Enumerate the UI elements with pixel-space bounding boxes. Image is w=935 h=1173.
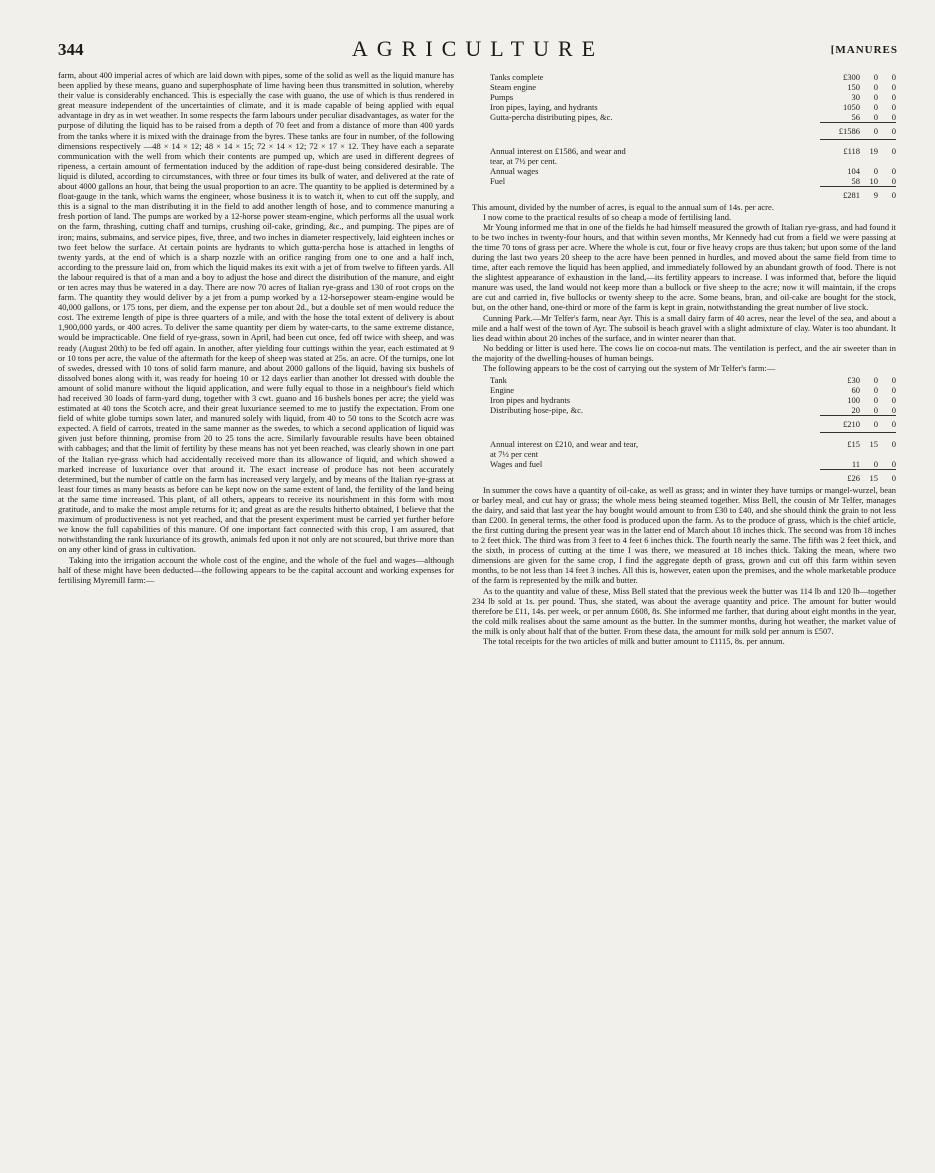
account-sum-row [472,469,896,483]
paragraph: In summer the cows have a quantity of oil-cake, as well as grass; and in winter they have turnips or mangel-wurzel, bean or barley meal, and cut hay or grass; the whole mess being steamed together. Miss Bell, the cousin of Mr Telfer, manages the dairy, and said that last year the hay bought would amount to from £30 to £40, and she should think the grain to not less than £200. In general terms, the other food is produced upon the farm. As to the produce of grass, which is the chief article, the first cutting during the present year was in the latter end of March about 18 inches thick. The second was from 18 inches to 2 feet thick. The third was from 3 feet to 4 feet 6 inches thick. The fourth nearly the same. The fifth was 2 feet thick, and the sixth, in process of cutting at the time I was there, we measured at 18 inches thick. Taking the mean, where two dimensions are given for the same crop, I find the aggregate depth of grass, grown and cut off this farm within seven months, to be not less than 14 feet 3 inches. All this is, however, eaten upon the premises, and the whole marketable produce of the farm is represented by the milk and butter. [472,484,896,586]
pounds-value: 30 [851,92,860,102]
left-column [58,70,454,585]
account-row [472,395,896,405]
paragraph: Cunning Park.—Mr Telfer's farm, near Ayr. This is a small dairy farm of 40 acres, near the level of the sea, and about a mile and a half west of the town of Ayr. The subsoil is beach gravel with a slight admixture of clay. Water is too abundant. It lies dead within about 20 inches of the surface, and in winter nearer than that. [472,312,896,343]
account-row [472,140,896,166]
pounds-value: 11 [851,458,860,469]
paragraph: I now come to the practical results of so cheap a mode of fertilising land. [483,211,732,222]
pence-value: 0 [891,102,896,112]
pounds-value: £118 [843,146,860,156]
sum-pence: 0 [878,186,896,200]
account-row [472,375,896,385]
pence-value: 0 [891,165,896,176]
pounds-value: 150 [847,82,860,92]
account-item-label: Iron pipes, laying, and hydrants [490,102,598,112]
account-row [472,112,896,123]
account-row [472,72,896,82]
account-row [472,176,896,187]
paragraph: No bedding or litter is used here. The cows lie on cocoa-nut mats. The ventilation is perfect, and the air sweeter than in the majority of the dwelling-houses of human beings. [472,342,896,363]
shillings-value: 0 [873,375,878,386]
sum-shillings: 9 [860,186,878,200]
section-label: [MANURES [830,44,898,56]
account-row [472,166,896,176]
shillings-value: 0 [873,405,878,416]
pence-value: 0 [891,405,896,416]
sum-pounds: £281 [820,186,860,200]
account-item-label: Engine [490,385,515,396]
account-row [472,433,896,459]
page-number: 344 [58,40,84,59]
account-item-label: Wages and fuel [490,458,543,469]
account-item-label: Fuel [490,175,506,186]
sum-pence: 0 [878,469,896,483]
total-pence: 0 [878,123,896,140]
pounds-value: £300 [843,72,860,82]
total-pounds: £1586 [820,123,860,140]
interest-label-line-1: Annual interest on £210, and wear and tear, [490,438,639,449]
shillings-value: 0 [873,458,878,469]
account-row [472,385,896,395]
total-shillings: 0 [860,123,878,140]
account-item-label [472,433,820,459]
paragraph: As to the quantity and value of these, Miss Bell stated that the previous week the butter was 114 lb and 120 lb—together 234 lb sold at 1s. per pound. Thus, she stated, was about the average quantity and price. The amount for butter would therefore be £11, 14s. per week, or per annum £608, 8s. She informed me farther, that during about eight months in the year, the cold milk realises about the same amount as the butter. In the summer months, during hot weather, the market value of the milk is only about half that of the butter. From these data, the amount for milk sold per annum is £507. [472,585,896,636]
shillings-value: 0 [873,112,878,122]
account-row [472,82,896,92]
pence-value: 0 [891,175,896,186]
shillings-value: 0 [873,102,878,112]
pence-value: 0 [891,385,896,396]
pence-value: 0 [891,146,896,156]
pence-value: 0 [891,82,896,92]
shillings-value: 0 [873,395,878,406]
account-row [472,459,896,470]
pence-value: 0 [891,395,896,406]
account-item-label [472,140,820,166]
shillings-value: 0 [873,82,878,92]
pence-value: 0 [891,72,896,82]
account-row [472,405,896,416]
pence-value: 0 [891,92,896,102]
total-pence: 0 [878,416,896,433]
pounds-value: 20 [851,405,860,416]
pence-value: 0 [891,375,896,386]
pounds-value: 100 [847,395,860,406]
account-item-label: Tank [490,375,507,386]
pounds-value: 56 [851,112,860,122]
account-item-label: Gutta-percha distributing pipes, &c. [490,112,613,122]
interest-label-line-1: Annual interest on £1586, and wear and [490,145,626,156]
pounds-value: £15 [847,439,860,450]
paragraph: Mr Young informed me that in one of the fields he had himself measured the growth of Italian rye-grass, and had found it to be two inches in twenty-four hours, and that within seven months, Mr Kennedy had cut from a field we were passing at the time 70 tons of grass per acre. Where the whole is cut, four or five heavy crops are thus taken; but upon some of the land during the last two years 20 sheep to the acre have been penned in hurdles, and moved about the same field from time to time, after each remove the liquid has been applied, and immediately followed by an abundant growth of food. There is not the slightest appearance of exhaustion in the land,—its fertility appears to increase. I was informed that, before the liquid manure was used, the land would not keep more than a bullock or five sheep to the acre; now it will maintain, if the crops are cut and carried in, five bullocks or twenty sheep to the acre. Some beans, bran, and oil-cake are bought for the stock, but, on the other hand, one-third or more of the farm is kept in grain, notwithstanding the great number of live stock. [472,221,896,313]
pounds-value: 104 [847,165,860,176]
account-row [472,92,896,102]
shillings-value: 19 [869,146,878,156]
account-total-row [472,416,896,433]
capital-account-myremill [472,72,896,200]
shillings-value: 10 [869,175,878,186]
account-item-label: Steam engine [490,82,537,92]
paragraph: The total receipts for the two articles of milk and butter amount to £1115, 8s. per annum. [483,636,785,646]
capital-account-telfer [472,375,896,483]
sum-shillings: 15 [860,469,878,483]
pence-value: 0 [891,439,896,450]
right-column [472,70,896,646]
page-header [58,36,898,66]
paragraph: The following appears to be the cost of carrying out the system of Mr Telfer's farm:— [483,363,776,373]
paragraph: This amount, divided by the number of acres, is equal to the annual sum of 14s. per acre. [472,201,774,212]
account-row [472,102,896,112]
account-item-label: Tanks complete [490,72,544,82]
pounds-value: 1050 [843,102,860,112]
paragraph: Taking into the irrigation account the whole cost of the engine, and the whole of the fuel and wages—although half of these might have been deducted—the following appears to be the capital account and working expenses for fertilising Myremill farm:— [58,554,454,585]
account-sum-row [472,186,896,200]
account-item-label: Pumps [490,92,514,102]
interest-label-line-2: at 7½ per cent [490,448,539,459]
paragraph: farm, about 400 imperial acres of which are laid down with pipes, some of the solid as well as the liquid manure has been applied by these means, guano and superphosphate of lime having been thus transmitted in solution, whereby their value is considerably enchanced. This is especially the case with guano, the use of which is thus rendered in great measure independent of the uncertainties of climate, and it is made capable of being applied with equal advantage in dry as in wet weather. In some respects the farm labours under peculiar disadvantages, as water for the purpose of diluting the liquid has to be raised from a depth of 70 feet and from a distance of more than 400 yards from the tanks where it is mixed with the drainage from the byres. These tanks are four in number, of the following dimensions respectively —48 × 14 × 12; 48 × 14 × 15; 72 × 14 × 12; 72 × 17 × 12. They have each a separate communication with the well from which their contents are pumped up, which are used in different degrees of ripeness, a certain amount of fermentation induced by the addition of rape-dust being considered desirable. The liquid is diluted, according to circumstances, with three or four times its bulk of water, and delivered at the rate of about 4000 gallons an hour, that being the usual proportion to an acre. The quantity to be applied is determined by a float-gauge in the tank, which warns the engineer, whose business it is to watch it, when to cut off the supply, and this is a signal to the man distributing it in the field to add another length of hose, and to commence manuring a fresh portion of land. The pumps are worked by a 12-horse power steam-engine, which performs all the usual work on the farm, thrashing, cutting chaff and turnips, crushing oil-cake, grinding, &c., and pumping. The pipes are of iron; mains, submains, and service pipes, five, three, and two inches in diameter respectively, laid eighteen inches or two feet below the surface. At certain points are hydrants to which gutta-percha hose is attached in lengths of twenty yards, at the end of which is a sharp nozzle with an orifice ranging from one to one and a half inch, according to the pressure laid on, from which the liquid makes its exit with a jet of from twelve to fifteen yards. All the labour required is that of a man and a boy to adjust the hose and direct the distribution of the manure, and eight or ten acres may thus be watered in a day. There are now 70 acres of Italian rye-grass and 130 of root crops on the farm. The quantity they would deliver by a jet from a pump worked by a 12-horsepower steam-engine would be 40,000 gallons, or 175 tons, per diem, and the expense per ton about 2d., but a double set of men would reduce the cost. The extreme length of pipe is three quarters of a mile, and with the hose the total extent of delivery is about 1,900,000 yards, or 400 acres. To deliver the same quantity per diem by water-carts, to the same extreme distance, would be impracticable. One field of rye-grass, sown in April, had been cut once, fed off twice with sheep, and was ready (August 20th) to be fed off again. In another, after yielding four cuttings within the year, each estimated at 9 or 10 tons per acre, the value of the aftermath for the keep of sheep was stated at 25s. an acre. Of the turnips, one lot of swedes, dressed with 10 tons of solid farm manure, and about 2000 gallons of the liquid, having six bushels of dissolved bones along with it, was ready for hoeing 10 or 12 days earlier than another lot dressed with double the amount of solid manure without the liquid application, and were fully equal to those in a neighbour's field which had received 30 loads of farm-yard dung, together with 3 cwt. guano and 16 bushels bones per acre; the yield was estimated at 40 tons the Scotch acre, and their great luxuriance seemed to me to justify the expectation. From one field of white globe turnips sown later, and manured solely with liquid, from 40 to 50 tons to the Scotch acre was expected. A field of carrots, treated in the same manner as the swedes, to which a second application of liquid was given just before thinning, promise from 20 to 25 tons the acre. Similarly favourable results have been obtained with cabbages; and that the limit of fertility by these means has not yet been reached, was clearly shown in one part of the Italian rye-grass which had accidentally received more than its allowance of liquid, and which showed a marked increase of luxuriance over that around it. The exact increase of produce has not been accurately determined, but the number of cattle on the farm has increased very largely, and by means of the Italian rye-grass at least four times as many beasts as before can be kept now on the same extent of land, the fertility of the land being at the same time increased. This plant, of all others, appears to receive its nourishment in this form with most gratitude, and to make the most ample returns for it; and great as are the results hitherto obtained, I believe that the maximum of productiveness is not yet reached, and that the present experiment must be carried yet further before we know the full capabilities of this manure. Of one important fact connected with this crop, I am assured, that notwithstanding the rank luxuriance of its growth, animals fed upon it not only are not scoured, but thrive more than on any other kind of grass in cultivation. [58,70,454,555]
total-pounds: £210 [820,416,860,433]
shillings-value: 15 [869,439,878,450]
shillings-value: 0 [873,385,878,396]
pounds-value: 60 [851,385,860,396]
interest-label-line-2: tear, at 7½ per cent. [490,155,557,166]
shillings-value: 0 [873,92,878,102]
pounds-value: £30 [847,375,860,386]
account-item-label: Annual wages [490,165,539,176]
shillings-value: 0 [873,165,878,176]
account-item-label: Iron pipes and hydrants [490,395,571,406]
running-title: AGRICULTURE [351,36,605,61]
pounds-value: 58 [851,175,860,186]
pence-value: 0 [891,112,896,122]
total-shillings: 0 [860,416,878,433]
sum-pounds: £26 [820,469,860,483]
shillings-value: 0 [873,72,878,82]
pence-value: 0 [891,458,896,469]
account-total-row [472,123,896,140]
account-item-label: Distributing hose-pipe, &c. [490,405,584,416]
